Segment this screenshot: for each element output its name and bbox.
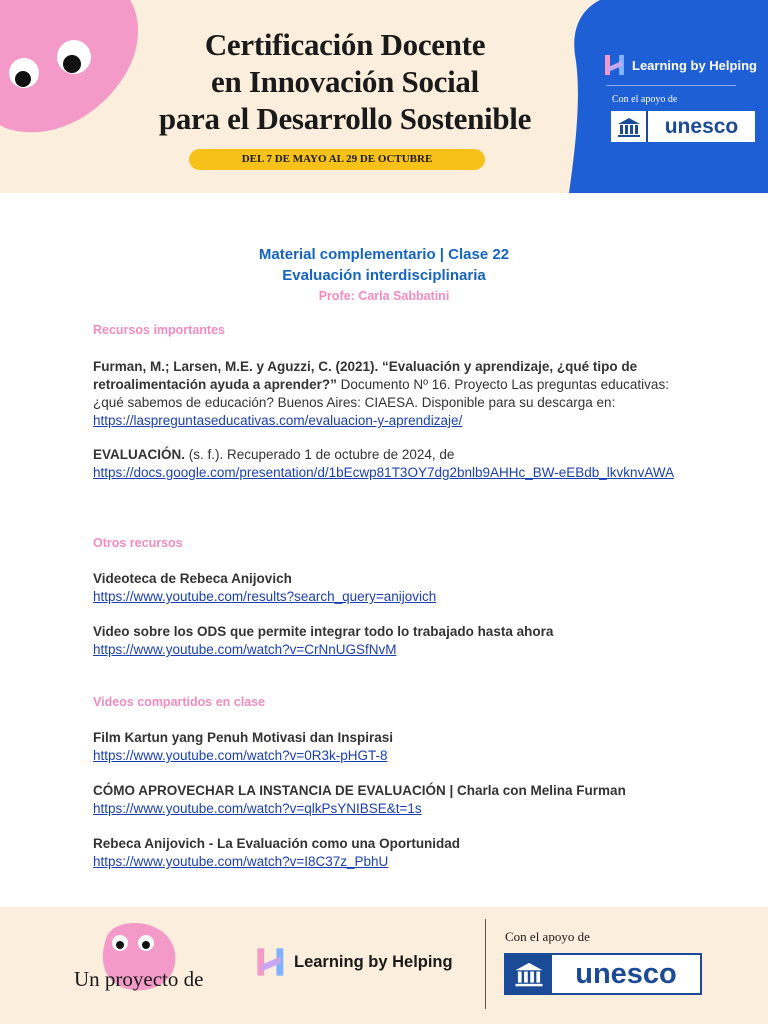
- reference-details: Documento Nº 16. Proyecto Las preguntas educativas: ¿qué sabemos de educación? Buenos Aires: CIAESA. Disponible para su descarga en:: [93, 377, 669, 410]
- video-title: Film Kartun yang Penuh Motivasi dan Inspirasi: [93, 730, 394, 745]
- unesco-footer-logo: [504, 953, 702, 995]
- resource-link-ods[interactable]: https://www.youtube.com/watch?v=CrNnUGSfNvM: [93, 642, 397, 657]
- reference-link-furman[interactable]: https://laspreguntaseducativas.com/evaluacion-y-aprendizaje/: [93, 413, 463, 428]
- reference-details: (s. f.). Recuperado 1 de octubre de 2024, de: [185, 447, 455, 462]
- reference-link-evaluacion[interactable]: https://docs.google.com/presentation/d/1bEcwp81T3OY7dg2bnlb9AHHc_BW-eEBdb_lkvknvAWA: [93, 465, 675, 480]
- resource-title: Video sobre los ODS que permite integrar todo lo trabajado hasta ahora: [93, 624, 554, 639]
- section-label-recursos-importantes: Recursos importantes: [93, 323, 225, 337]
- lbh-header-text: Learning by Helping: [632, 57, 757, 73]
- video-entry-charla-furman: [93, 782, 683, 818]
- resource-title: Videoteca de Rebeca Anijovich: [93, 571, 292, 586]
- footer-divider: [485, 919, 486, 1009]
- document-title: Material complementario | Clase 22: [258, 246, 510, 263]
- footer-project-label: Un proyecto de: [74, 967, 204, 991]
- footer-support-label: Con el apoyo de: [505, 929, 590, 944]
- unesco-temple-icon: [611, 111, 648, 142]
- banner-title: [110, 26, 580, 137]
- footer-banner: [0, 907, 768, 1024]
- video-link-charla-furman[interactable]: https://www.youtube.com/watch?v=qlkPsYNIBSE&t=1s: [93, 801, 422, 816]
- header-support-label: Con el apoyo de: [612, 94, 678, 105]
- video-entry-film-kartun: [93, 729, 683, 765]
- unesco-header-text: unesco: [664, 115, 739, 138]
- reference-entry-furman: [93, 358, 683, 430]
- banner-title-line-2: en Innovación Social: [211, 64, 479, 99]
- video-link-film-kartun[interactable]: https://www.youtube.com/watch?v=0R3k-pHGT-8: [93, 748, 388, 763]
- reference-entry-evaluacion: [93, 446, 683, 482]
- section-label-otros-recursos: Otros recursos: [93, 536, 183, 550]
- reference-author-title: Furman, M.; Larsen, M.E. y Aguzzi, C. (2021). “Evaluación y aprendizaje, ¿qué tipo de retroalimentación ayuda a aprender?”: [93, 359, 638, 392]
- header-divider: [606, 85, 736, 86]
- banner-title-line-1: Certificación Docente: [204, 27, 486, 62]
- resource-entry-videoteca: [93, 570, 683, 606]
- video-link-anijovich[interactable]: https://www.youtube.com/watch?v=I8C37z_PbhU: [93, 854, 389, 869]
- banner-title-line-3: para el Desarrollo Sostenible: [158, 101, 532, 136]
- unesco-header-logo: [611, 111, 755, 142]
- lbh-footer-logo: [256, 945, 453, 979]
- video-title: Rebeca Anijovich - La Evaluación como una Oportunidad: [93, 836, 461, 851]
- date-range-badge: DEL 7 DE MAYO AL 29 DE OCTUBRE: [189, 149, 485, 170]
- resource-entry-ods: [93, 623, 683, 659]
- resource-link-videoteca[interactable]: https://www.youtube.com/results?search_query=anijovich: [93, 589, 437, 604]
- reference-author-title: EVALUACIÓN.: [93, 447, 186, 462]
- unesco-footer-text: unesco: [575, 958, 677, 990]
- lbh-footer-text: Learning by Helping: [294, 952, 453, 971]
- unesco-temple-icon: [506, 955, 552, 993]
- teacher-name: Profe: Carla Sabbatini: [318, 289, 450, 303]
- lbh-logo-icon: [256, 945, 286, 979]
- document-subtitle: Evaluación interdisciplinaria: [282, 267, 486, 284]
- video-title: CÓMO APROVECHAR LA INSTANCIA DE EVALUACIÓN | Charla con Melina Furman: [93, 783, 626, 798]
- section-label-videos-compartidos: Videos compartidos en clase: [93, 695, 266, 709]
- lbh-logo-icon: [604, 53, 626, 77]
- lbh-header-logo: [604, 53, 757, 77]
- header-banner: [0, 0, 768, 193]
- video-entry-anijovich: [93, 835, 683, 871]
